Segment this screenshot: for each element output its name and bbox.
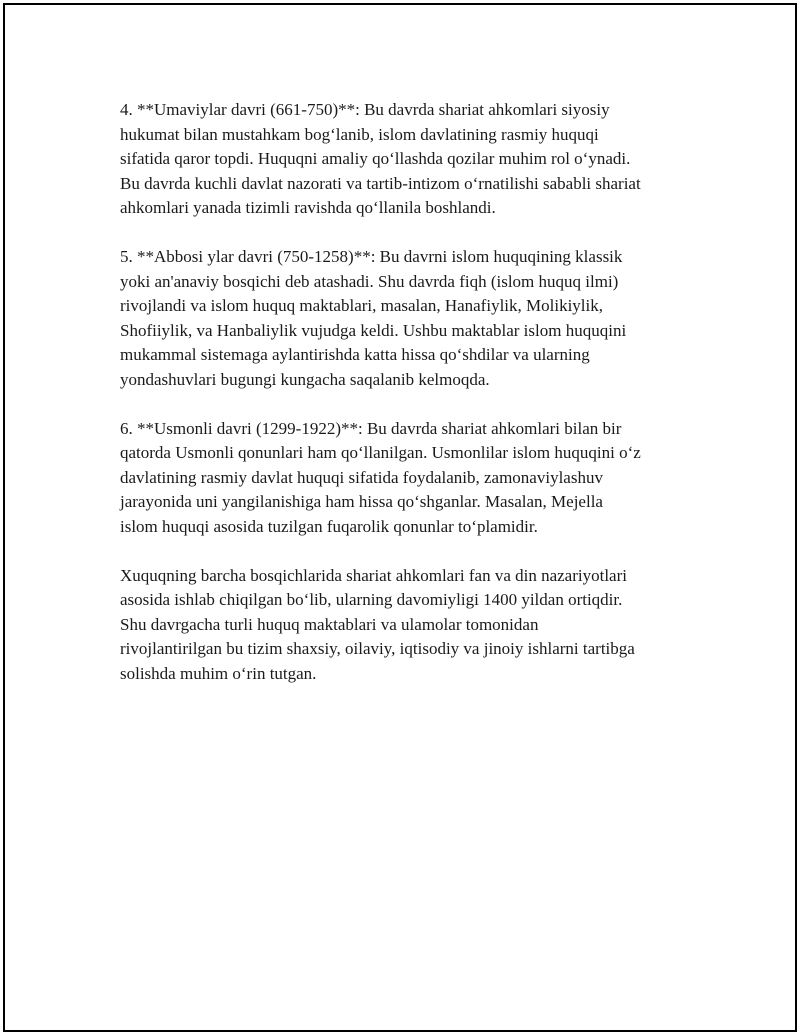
- paragraph-umaviylar: [120, 98, 700, 221]
- text-line: mukammal sistemaga aylantirishda katta hissa qo‘shdilar va ularning: [120, 345, 590, 364]
- text-line: Shofiiylik, va Hanbaliylik vujudga keldi. Ushbu maktablar islom huquqini: [120, 320, 627, 340]
- text-line: rivojlandi va islom huquq maktablari, masalan, Hanafiylik, Molikiylik,: [120, 296, 603, 315]
- text-line: davlatining rasmiy davlat huquqi sifatida foydalanib, zamonaviylashuv: [120, 467, 603, 487]
- text-line: rivojlantirilgan bu tizim shaxsiy, oilaviy, iqtisodiy va jinoiy ishlarni tartibga: [120, 639, 635, 658]
- text-line: ahkomlari yanada tizimli ravishda qo‘llanila boshlandi.: [120, 198, 496, 217]
- text-line: 4. **Umaviylar davri (661-750)**: Bu davrda shariat ahkomlari siyosiy: [120, 100, 610, 119]
- text-line: Bu davrda kuchli davlat nazorati va tartib-intizom o‘rnatilishi sababli shariat: [120, 173, 641, 193]
- paragraph-usmonli: [120, 417, 700, 540]
- text-line: yondashuvlari bugungi kungacha saqalanib kelmoqda.: [120, 369, 490, 389]
- page-frame: [3, 3, 797, 1032]
- paragraph-abbosiylar: [120, 245, 700, 392]
- text-line: 5. **Abbosi ylar davri (750-1258)**: Bu davrni islom huquqining klassik: [120, 247, 623, 266]
- paragraph-conclusion: [120, 564, 700, 687]
- text-line: islom huquqi asosida tuzilgan fuqarolik qonunlar to‘plamidir.: [120, 516, 538, 536]
- text-line: asosida ishlab chiqilgan bo‘lib, ularning davomiyligi 1400 yildan ortiqdir.: [120, 590, 623, 609]
- text-line: yoki an'anaviy bosqichi deb atashadi. Shu davrda fiqh (islom huquq ilmi): [120, 271, 619, 291]
- text-line: 6. **Usmonli davri (1299-1922)**: Bu davrda shariat ahkomlari bilan bir: [120, 418, 622, 438]
- document-body: [120, 98, 700, 711]
- text-line: Shu davrgacha turli huquq maktablari va ulamolar tomonidan: [120, 614, 539, 634]
- text-line: qatorda Usmonli qonunlari ham qo‘llanilgan. Usmonlilar islom huquqini o‘z: [120, 443, 641, 462]
- text-line: sifatida qaror topdi. Huquqni amaliy qo‘llashda qozilar muhim rol o‘ynadi.: [120, 149, 631, 168]
- text-line: hukumat bilan mustahkam bog‘lanib, islom davlatining rasmiy huquqi: [120, 124, 599, 144]
- text-line: solishda muhim o‘rin tutgan.: [120, 663, 317, 683]
- text-line: Xuquqning barcha bosqichlarida shariat ahkomlari fan va din nazariyotlari: [120, 565, 627, 585]
- text-line: jarayonida uni yangilanishiga ham hissa qo‘shganlar. Masalan, Mejella: [120, 492, 603, 511]
